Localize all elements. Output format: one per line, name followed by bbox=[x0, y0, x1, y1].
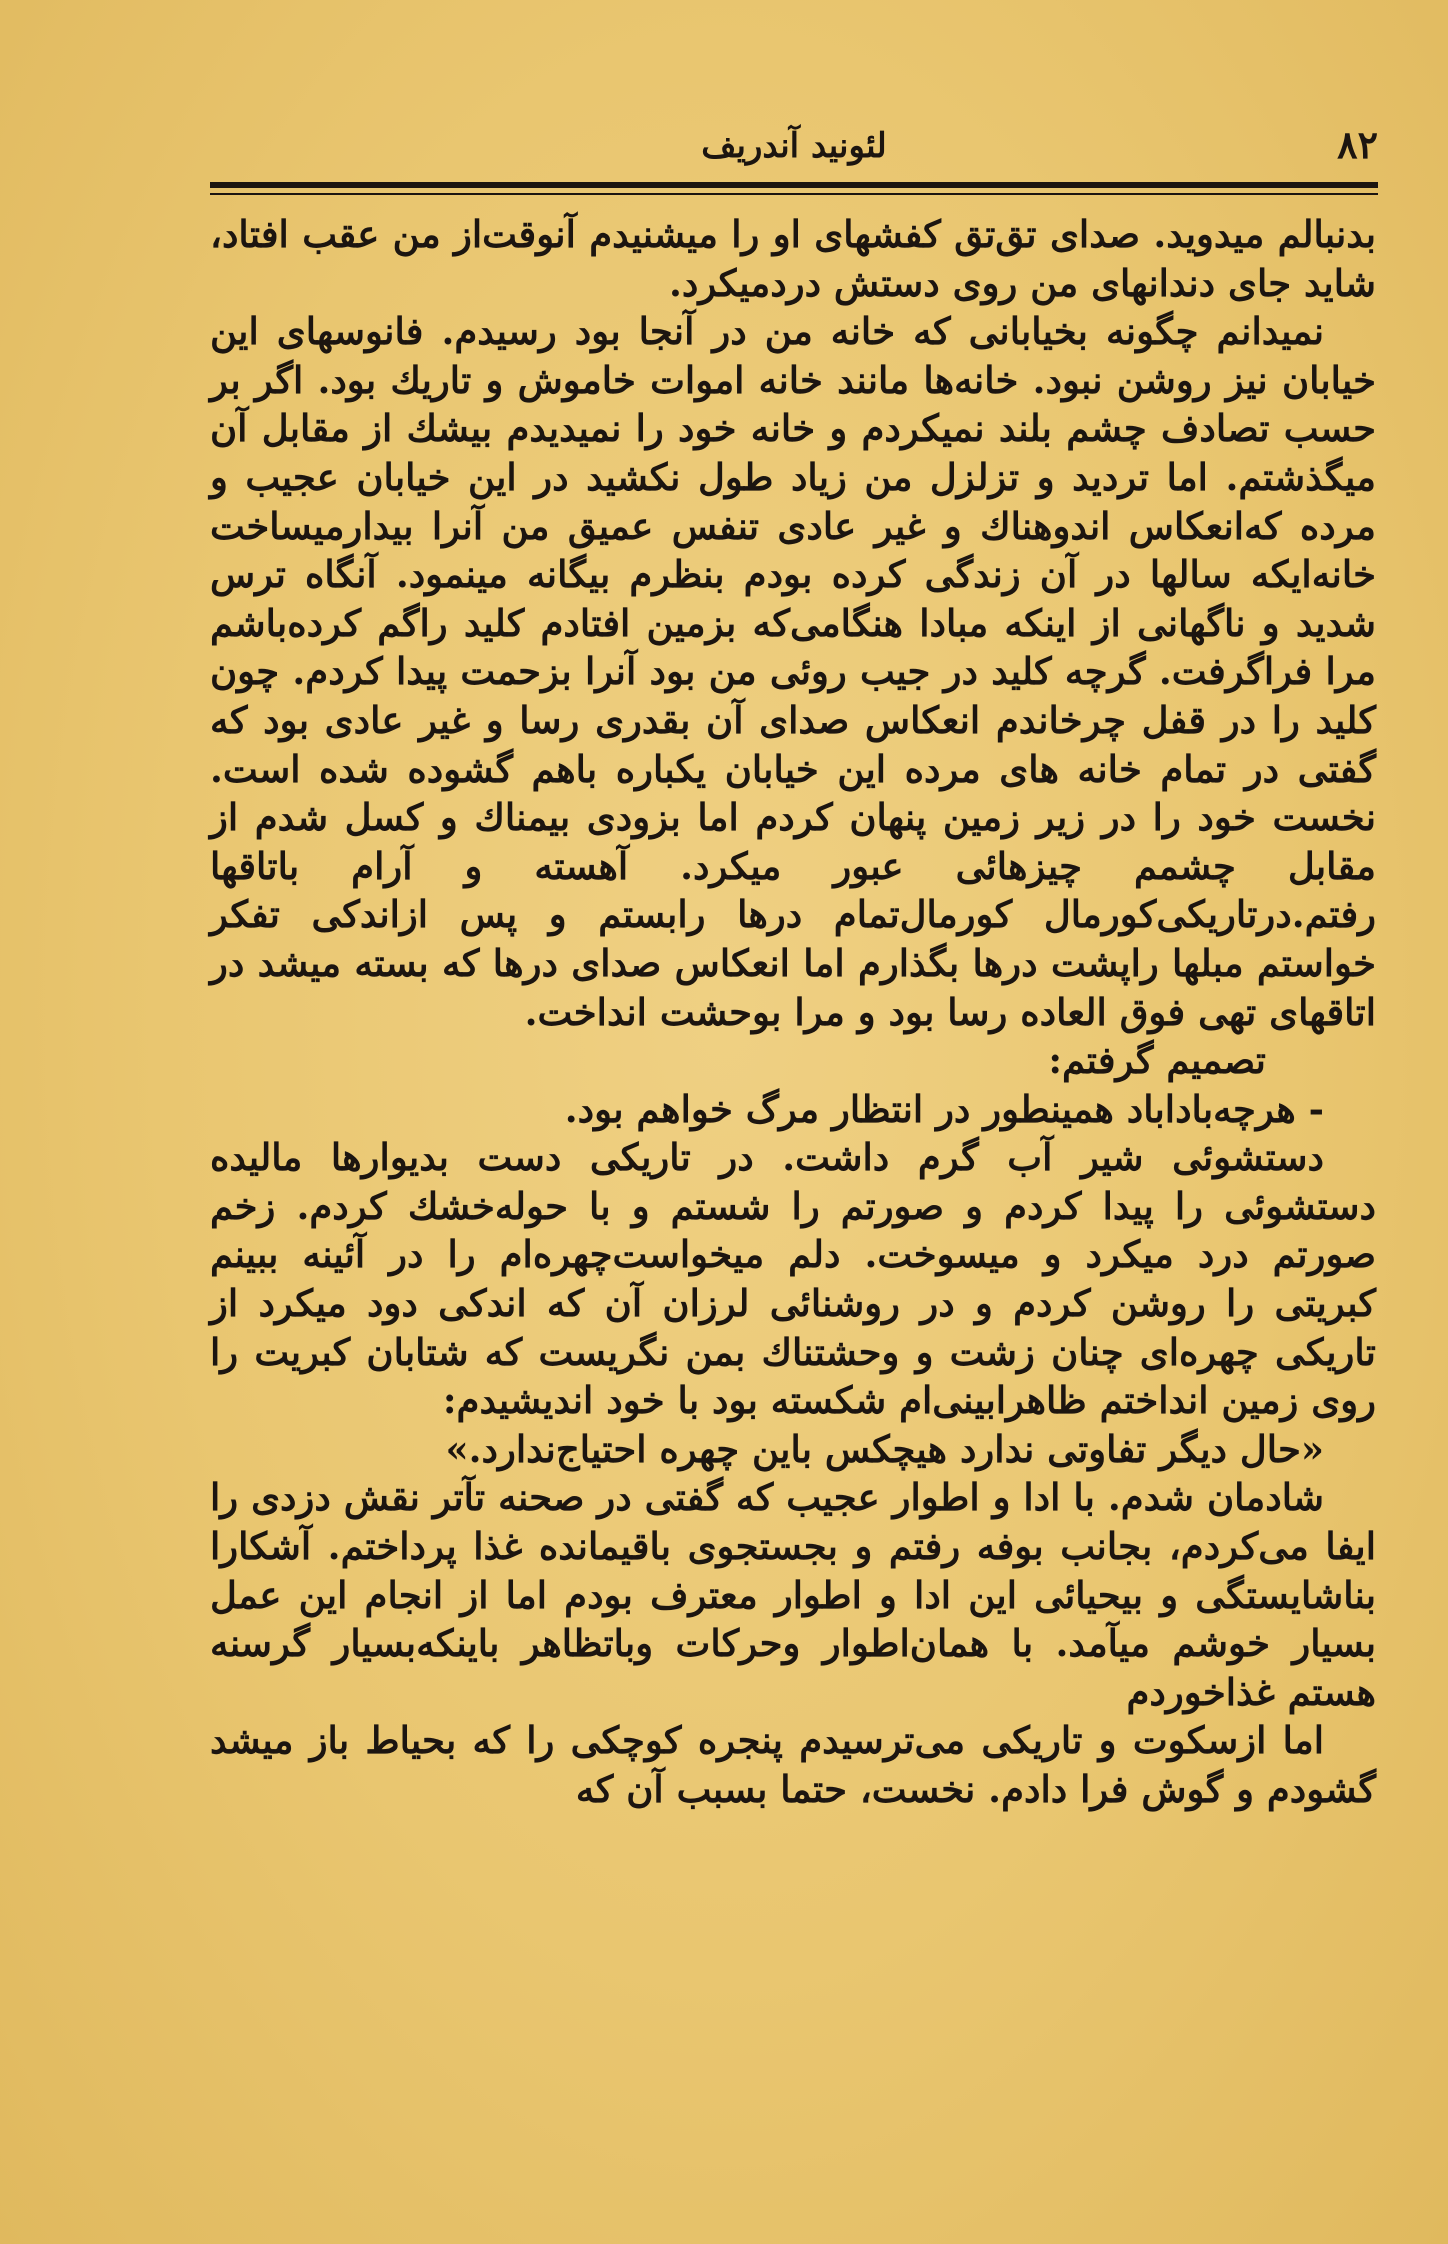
page-number: ۸۲ bbox=[1337, 122, 1378, 167]
paragraph: شادمان شدم. با ادا و اطوار عجیب که گفتی در صحنه تآتر نقش دزدی را ایفا می‌کردم، بجانب بوفه رفتم و بجستجوی باقیمانده غذا پرداختم. آشکارا بناشایستگی و بیحیائی این ادا و اطوار معترف بودم اما از انجام این عمل بسیار خوشم میآمد. با همان‌اطوار وحرکات وباتظاهر باینکه‌بسیار گرسنه هستم غذاخوردم bbox=[210, 1475, 1376, 1714]
running-title: لئونید آندریف bbox=[701, 126, 887, 166]
body-text bbox=[210, 210, 1376, 1814]
paragraph: دستشوئی شیر آب گرم داشت. در تاریکی دست بدیوارها مالیده دستشوئی را پیدا کردم و صورتم را شستم و با حوله‌خشك کردم. زخم صورتم درد میکرد و میسوخت. دلم میخواست‌چهره‌ام را در آئینه ببینم کبریتی را روشن کردم و در روشنائی لرزان آن که اندکی دود میکرد از تاریکی چهره‌ای چنان زشت و وحشتناك بمن نگریست که شتابان کبریت را روی زمین انداختم ظاهرابینی‌ام شکسته بود با خود اندیشیدم: bbox=[210, 1135, 1376, 1423]
paragraph: نمیدانم چگونه بخیابانی که خانه من در آنجا بود رسیدم. فانوسهای این خیابان نیز روشن نبود. خانه‌ها مانند خانه اموات خاموش و تاریك بود. اگر بر حسب تصادف چشم بلند نمیکردم و خانه خود را نمیدیدم بیشك از مقابل آن میگذشتم. اما تردید و تزلزل من زیاد طول نکشید در این خیابان عجیب و مرده که‌انعکاس اندوهناك و غیر عادی تنفس عمیق من آنرا بیدارمیساخت خانه‌ایکه سالها در آن زندگی کرده بودم بنظرم بیگانه مینمود. آنگاه ترس شدید و ناگهانی از اینکه مبادا هنگامی‌که بزمین افتادم کلید راگم کرده‌باشم مرا فراگرفت. گرچه کلید در جیب روئی من بود آنرا بزحمت پیدا کردم. چون کلید را در قفل چرخاندم انعکاس صدای آن بقدری رسا و غیر عادی بود که گفتی در تمام خانه های مرده این خیابان یکباره باهم گشوده شده است. نخست خود را در زیر زمین پنهان کردم اما بزودی بیمناك و کسل شدم از مقابل چشمم چیزهائی عبور میکرد. آهسته و آرام باتاقها رفتم.درتاریکی‌کورمال کورمال‌تمام درها رابستم و پس ازاندکی تفکر خواستم مبلها راپشت درها بگذارم اما انعکاس صدای درها که بسته میشد در اتاقهای تهی فوق العاده رسا بود و مرا بوحشت انداخت. bbox=[210, 309, 1376, 1034]
header-rule-thick bbox=[210, 182, 1378, 188]
page-header bbox=[210, 118, 1378, 178]
paragraph: بدنبالم میدوید. صدای تق‌تق کفشهای او را میشنیدم آنوقت‌از من عقب افتاد، شاید جای دندانهای من روی دستش دردمیکرد. bbox=[210, 212, 1376, 305]
paragraph: اما ازسکوت و تاریکی می‌ترسیدم پنجره کوچکی را که بحیاط باز میشد گشودم و گوش فرا دادم. نخست، حتما بسبب آن که bbox=[210, 1718, 1376, 1811]
paragraph: «حال دیگر تفاوتی ندارد هیچکس باین چهره احتیاج‌ندارد.» bbox=[445, 1426, 1324, 1471]
header-rule-thin bbox=[210, 193, 1378, 195]
paragraph: تصمیم گرفتم: bbox=[1048, 1038, 1266, 1083]
paragraph: - هرچه‌باداباد همینطور در انتظار مرگ خواهم بود. bbox=[564, 1086, 1324, 1131]
